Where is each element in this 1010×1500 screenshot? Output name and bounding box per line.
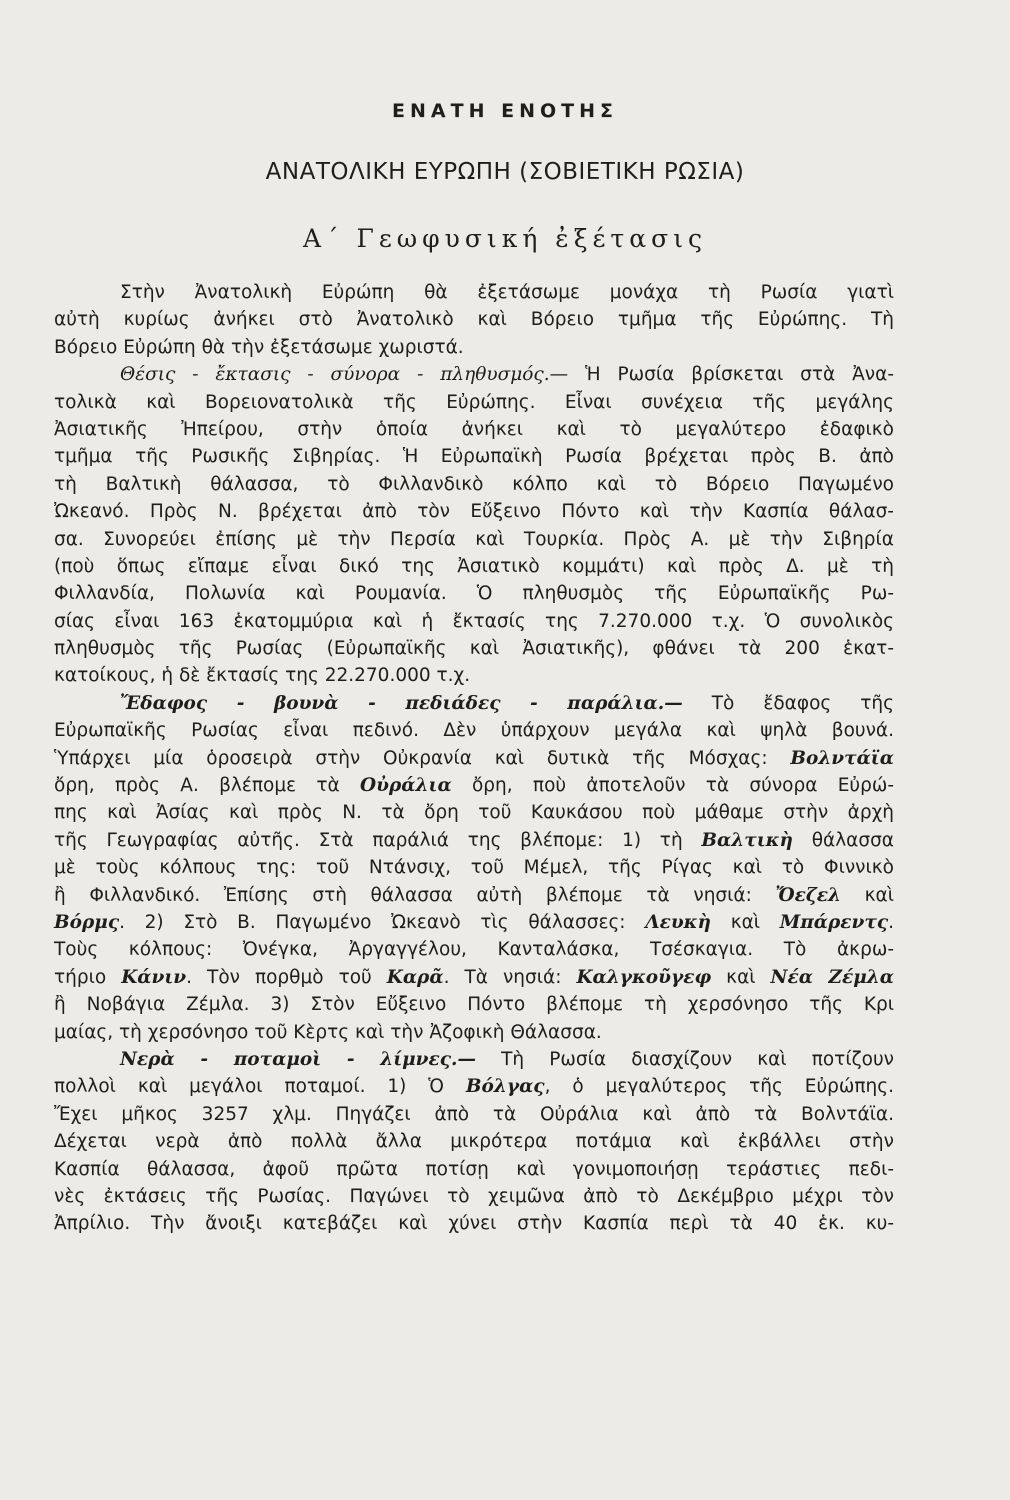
paragraph-heading: Ἔδαφος - βουνὰ - πεδιάδες - παράλια.— — [120, 692, 683, 714]
text-line: τμῆμα τῆς Ρωσικῆς Σιβηρίας. Ἡ Εὐρωπαϊκὴ Ρωσία βρέχεται πρὸς Β. ἀπὸ — [54, 446, 894, 468]
text-line: τήριο Κάνιν. Τὸν πορθμὸ τοῦ Καρᾶ. Τὰ νησιά: Καλγκοῦγεφ καὶ Νέα Ζέμλα — [54, 966, 894, 988]
text-line: Φιλλανδία, Πολωνία καὶ Ρουμανία. Ὁ πληθυσμὸς τῆς Εὐρωπαϊκῆς Ρω- — [54, 583, 894, 605]
section-title: Α΄ Γεωφυσική ἐξέτασις — [302, 224, 708, 253]
text-line: πολλοὶ καὶ μεγάλοι ποταμοί. 1) Ὁ Βόλγας, ὁ μεγαλύτερος τῆς Εὐρώπης. — [54, 1076, 894, 1098]
emphasized-term: Μπάρεντς — [779, 911, 889, 933]
paragraph-heading: Νερὰ - ποταμοὶ - λίμνες.— — [120, 1048, 476, 1070]
text-line: κατοίκους, ἡ δὲ ἔκτασίς της 22.270.000 τ.χ. — [54, 665, 471, 687]
emphasized-term: Βολντάϊα — [790, 747, 894, 769]
emphasized-term: Καρᾶ — [386, 966, 444, 988]
text-line: πληθυσμὸς τῆς Ρωσίας (Εὐρωπαϊκῆς καὶ Ἀσιατικῆς), φθάνει τὰ 200 ἑκατ- — [54, 638, 894, 660]
text-line: ἢ Φιλλανδικό. Ἐπίσης στὴ θάλασσα αὐτὴ βλέπομε τὰ νησιά: Ὄεζελ καὶ — [54, 884, 894, 906]
emphasized-term: Λευκὴ — [645, 911, 711, 933]
text-line: νὲς ἐκτάσεις τῆς Ρωσίας. Παγώνει τὸ χειμῶνα ἀπὸ τὸ Δεκέμβριο μέχρι τὸν — [54, 1185, 894, 1207]
text-line: Ὠκεανό. Πρὸς Ν. βρέχεται ἀπὸ τὸν Εὔξεινο Πόντο καὶ τὴν Κασπία θάλασ- — [54, 501, 894, 523]
text-line: Βόρειο Εὐρώπη θὰ τὴν ἐξετάσωμε χωριστά. — [54, 336, 464, 358]
emphasized-term: Βόλγας — [465, 1076, 545, 1098]
emphasized-term: Οὐράλια — [360, 775, 452, 797]
text-line: Δέχεται νερὰ ἀπὸ πολλὰ ἄλλα μικρότερα ποτάμια καὶ ἐκβάλλει στὴν — [54, 1131, 894, 1153]
text-line: τὴ Βαλτικὴ θάλασσα, τὸ Φιλλανδικὸ κόλπο καὶ τὸ Βόρειο Παγωμένο — [54, 473, 894, 495]
emphasized-term: Βαλτικὴ — [701, 829, 793, 851]
text-line: Στὴν Ἀνατολικὴ Εὐρώπη θὰ ἐξετάσωμε μονάχα τὴ Ρωσία γιατὶ — [120, 282, 894, 303]
paragraph-heading: Θέσις - ἔκτασις - σύνορα - πληθυσμός.— — [120, 364, 569, 386]
text-line: ὄρη, πρὸς Α. βλέπομε τὰ Οὐράλια ὄρη, ποὺ ἀποτελοῦν τὰ σύνορα Εὐρώ- — [54, 775, 894, 797]
text-line: Εὐρωπαϊκῆς Ρωσίας εἶναι πεδινό. Δὲν ὑπάρχουν μεγάλα καὶ ψηλὰ βουνά. — [54, 720, 894, 742]
chapter-title: ΑΝΑΤΟΛΙΚΗ ΕΥΡΩΠΗ (ΣΟΒΙΕΤΙΚΗ ΡΩΣΙΑ) — [265, 159, 745, 185]
text-line: Νερὰ - ποταμοὶ - λίμνες.— Τὴ Ρωσία διασχίζουν καὶ ποτίζουν — [120, 1048, 894, 1070]
text-line: μαίας, τὴ χερσόνησο τοῦ Κὲρτς καὶ τὴν Ἀζοφικὴ Θάλασσα. — [54, 1021, 602, 1043]
text-line: Ἔδαφος - βουνὰ - πεδιάδες - παράλια.— Τὸ ἔδαφος τῆς — [120, 692, 894, 714]
emphasized-term: Ὄεζελ — [775, 884, 842, 906]
emphasized-term: Κάνιν — [121, 966, 187, 988]
text-line: τῆς Γεωγραφίας αὐτῆς. Στὰ παράλιά της βλέπομε: 1) τὴ Βαλτικὴ θάλασσα — [54, 829, 894, 851]
text-line: Ἀπρίλιο. Τὴν ἄνοιξι κατεβάζει καὶ χύνει στὴν Κασπία περὶ τὰ 40 ἑκ. κυ- — [54, 1213, 894, 1235]
emphasized-term: Καλγκοῦγεφ — [576, 966, 712, 988]
text-line: ἢ Νοβάγια Ζέμλα. 3) Στὸν Εὔξεινο Πόντο βλέπομε τὴ χερσόνησο τῆς Κρι — [54, 994, 894, 1016]
text-line: (ποὺ ὅπως εἴπαμε εἶναι δικό της Ἀσιατικὸ κομμάτι) καὶ πρὸς Δ. μὲ τὴ — [54, 555, 894, 577]
text-line: Ἀσιατικῆς Ἠπείρου, στὴν ὁποία ἀνήκει καὶ τὸ μεγαλύτερο ἐδαφικὸ — [54, 418, 894, 440]
emphasized-term: Βόρμς — [54, 911, 120, 933]
text-line: Βόρμς. 2) Στὸ Β. Παγωμένο Ὠκεανὸ τὶς θάλασσες: Λευκὴ καὶ Μπάρεντς. — [54, 911, 894, 933]
unit-title: ΕΝΑΤΗ ΕΝΟΤΗΣ — [392, 100, 618, 122]
text-line: τολικὰ καὶ Βορειονατολικὰ τῆς Εὐρώπης. Εἶναι συνέχεια τῆς μεγάλης — [54, 391, 894, 413]
text-line: σα. Συνορεύει ἐπίσης μὲ τὴν Περσία καὶ Τουρκία. Πρὸς Α. μὲ τὴν Σιβηρία — [54, 528, 894, 550]
text-line: σίας εἶναι 163 ἑκατομμύρια καὶ ἡ ἔκτασίς της 7.270.000 τ.χ. Ὁ συνολικὸς — [54, 610, 894, 632]
emphasized-term: Νέα Ζέμλα — [770, 966, 894, 988]
text-line: μὲ τοὺς κόλπους της: τοῦ Ντάνσιχ, τοῦ Μέμελ, τῆς Ρίγας καὶ τὸ Φιννικὸ — [54, 857, 894, 879]
text-line: πης καὶ Ἀσίας καὶ πρὸς Ν. τὰ ὄρη τοῦ Καυκάσου ποὺ μάθαμε στὴν ἀρχὴ — [54, 802, 894, 824]
text-line: Ὑπάρχει μία ὁροσειρὰ στὴν Οὐκρανία καὶ δυτικὰ τῆς Μόσχας: Βολντάϊα — [54, 747, 894, 769]
text-line: αὐτὴ κυρίως ἀνήκει στὸ Ἀνατολικὸ καὶ Βόρειο τμῆμα τῆς Εὐρώπης. Τὴ — [54, 309, 894, 331]
text-line: Κασπία θάλασσα, ἀφοῦ πρῶτα ποτίσῃ καὶ γονιμοποιήσῃ τεράστιες πεδι- — [54, 1158, 894, 1180]
text-line: Θέσις - ἔκτασις - σύνορα - πληθυσμός.— Ἡ Ρωσία βρίσκεται στὰ Ἀνα- — [120, 364, 894, 386]
text-line: Ἔχει μῆκος 3257 χλμ. Πηγάζει ἀπὸ τὰ Οὐράλια καὶ ἀπὸ τὰ Βολντάϊα. — [54, 1103, 894, 1125]
text-line: Τοὺς κόλπους: Ὀνέγκα, Ἀργαγγέλου, Κανταλάσκα, Τσέσκαγια. Τὸ ἀκρω- — [54, 939, 894, 961]
body-text — [54, 279, 894, 1238]
